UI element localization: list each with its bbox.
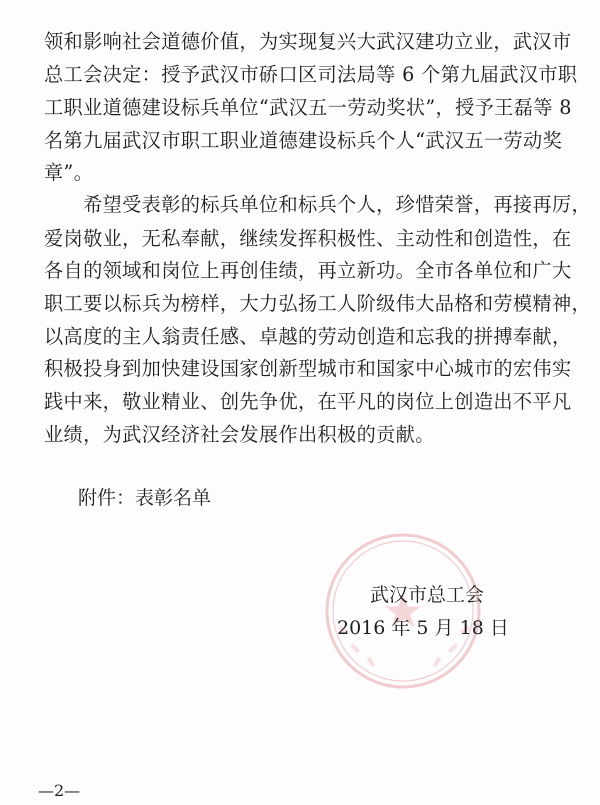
paragraph-2-line-5: 以高度的主人翁责任感、卓越的劳动创造和忘我的拼搏奉献， <box>44 325 572 348</box>
signature-date: 2016 年 5 月 18 日 <box>337 617 509 639</box>
paragraph-2-line-4: 职工要以标兵为榜样，大力弘扬工人阶级伟大品格和劳模精神， <box>44 292 592 315</box>
paragraph-2-line-8: 业绩，为武汉经济社会发展作出积极的贡献。 <box>44 423 435 446</box>
paragraph-2-line-1: 希望受表彰的标兵单位和标兵个人，珍惜荣誉，再接再厉， <box>44 193 592 216</box>
paragraph-1-line-1: 领和影响社会道德价值，为实现复兴大武汉建功立业，武汉市 <box>44 30 572 53</box>
paragraph-1-line-3: 工职业道德建设标兵单位“武汉五一劳动奖状”，授予王磊等 8 <box>44 96 572 119</box>
paragraph-1-line-5: 章”。 <box>44 161 94 184</box>
paragraph-2-line-7: 践中来，敬业精业、创先争优，在平凡的岗位上创造出不平凡 <box>44 390 572 413</box>
paragraph-2-line-6: 积极投身到加快建设国家创新型城市和国家中心城市的宏伟实 <box>44 357 572 380</box>
paragraph-2-line-2: 爱岗敬业，无私奉献，继续发挥积极性、主动性和创造性，在 <box>44 227 572 250</box>
signature-organization: 武汉市总工会 <box>370 584 485 606</box>
paragraph-2-line-3: 各自的领域和岗位上再创佳绩，再立新功。全市各单位和广大 <box>44 259 572 282</box>
attachment-note: 附件：表彰名单 <box>78 487 212 509</box>
paragraph-1-line-4: 名第九届武汉市职工职业道德建设标兵个人“武汉五一劳动奖 <box>44 129 563 152</box>
paragraph-1-line-2: 总工会决定：授予武汉市硚口区司法局等 6 个第九届武汉市职 <box>44 63 578 86</box>
official-seal-stamp <box>320 528 486 694</box>
page-number: —2— <box>38 781 81 800</box>
